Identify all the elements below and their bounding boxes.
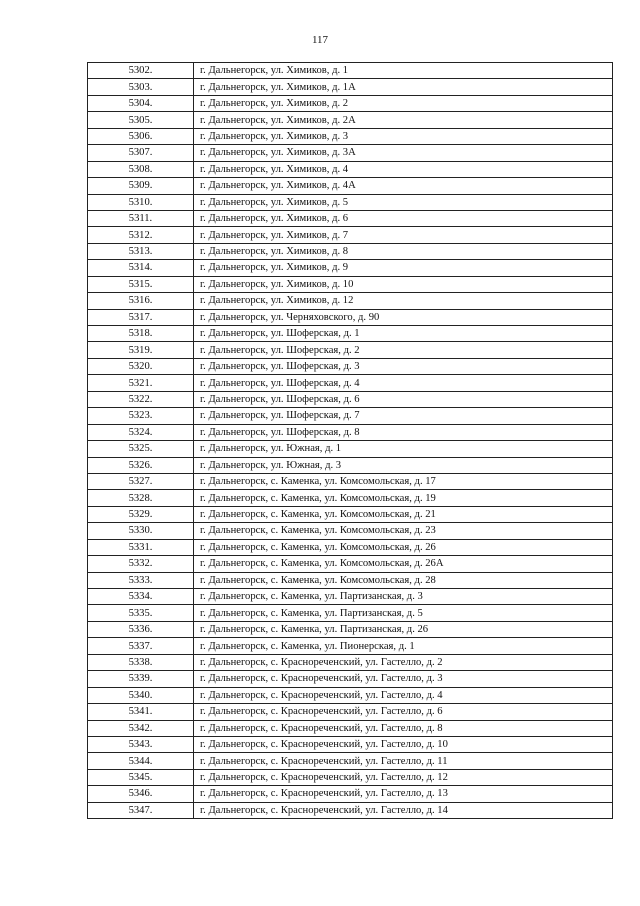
- address-cell: г. Дальнегорск, с. Краснореченский, ул. Гастелло, д. 12: [194, 769, 613, 785]
- table-row: [88, 276, 613, 292]
- address-cell: г. Дальнегорск, с. Каменка, ул. Комсомольская, д. 28: [194, 572, 613, 588]
- address-cell: г. Дальнегорск, с. Краснореченский, ул. Гастелло, д. 2: [194, 654, 613, 670]
- address-cell: г. Дальнегорск, ул. Химиков, д. 2: [194, 95, 613, 111]
- row-number-cell: 5324.: [88, 424, 194, 440]
- address-cell: г. Дальнегорск, с. Каменка, ул. Комсомольская, д. 17: [194, 473, 613, 489]
- table-row: [88, 227, 613, 243]
- row-number-cell: 5315.: [88, 276, 194, 292]
- table-row: [88, 572, 613, 588]
- row-number-cell: 5335.: [88, 605, 194, 621]
- table-row: [88, 358, 613, 374]
- table-row: [88, 309, 613, 325]
- address-cell: г. Дальнегорск, ул. Химиков, д. 4: [194, 161, 613, 177]
- row-number-cell: 5307.: [88, 145, 194, 161]
- table-row: [88, 523, 613, 539]
- row-number-cell: 5328.: [88, 490, 194, 506]
- row-number-cell: 5329.: [88, 506, 194, 522]
- row-number-cell: 5343.: [88, 736, 194, 752]
- address-cell: г. Дальнегорск, с. Краснореченский, ул. Гастелло, д. 8: [194, 720, 613, 736]
- table-row: [88, 95, 613, 111]
- table-row: [88, 145, 613, 161]
- address-cell: г. Дальнегорск, ул. Шоферская, д. 2: [194, 342, 613, 358]
- row-number-cell: 5316.: [88, 293, 194, 309]
- address-cell: г. Дальнегорск, с. Каменка, ул. Комсомольская, д. 21: [194, 506, 613, 522]
- row-number-cell: 5322.: [88, 391, 194, 407]
- table-row: [88, 671, 613, 687]
- row-number-cell: 5325.: [88, 441, 194, 457]
- table-row: [88, 112, 613, 128]
- address-cell: г. Дальнегорск, ул. Химиков, д. 6: [194, 210, 613, 226]
- row-number-cell: 5347.: [88, 802, 194, 818]
- address-cell: г. Дальнегорск, ул. Шоферская, д. 7: [194, 408, 613, 424]
- page-number: 117: [311, 34, 329, 46]
- address-cell: г. Дальнегорск, ул. Химиков, д. 3А: [194, 145, 613, 161]
- row-number-cell: 5346.: [88, 786, 194, 802]
- row-number-cell: 5311.: [88, 210, 194, 226]
- row-number-cell: 5323.: [88, 408, 194, 424]
- address-cell: г. Дальнегорск, ул. Химиков, д. 5: [194, 194, 613, 210]
- row-number-cell: 5302.: [88, 63, 194, 79]
- table-row: [88, 79, 613, 95]
- address-cell: г. Дальнегорск, ул. Шоферская, д. 4: [194, 375, 613, 391]
- table-row: [88, 161, 613, 177]
- table-row: [88, 736, 613, 752]
- row-number-cell: 5318.: [88, 326, 194, 342]
- address-cell: г. Дальнегорск, ул. Химиков, д. 8: [194, 243, 613, 259]
- address-cell: г. Дальнегорск, ул. Южная, д. 1: [194, 441, 613, 457]
- address-cell: г. Дальнегорск, ул. Шоферская, д. 3: [194, 358, 613, 374]
- table-row: [88, 556, 613, 572]
- table-row: [88, 720, 613, 736]
- row-number-cell: 5310.: [88, 194, 194, 210]
- address-cell: г. Дальнегорск, с. Краснореченский, ул. Гастелло, д. 4: [194, 687, 613, 703]
- row-number-cell: 5332.: [88, 556, 194, 572]
- address-cell: г. Дальнегорск, с. Краснореченский, ул. Гастелло, д. 3: [194, 671, 613, 687]
- address-cell: г. Дальнегорск, с. Краснореченский, ул. Гастелло, д. 11: [194, 753, 613, 769]
- table-row: [88, 473, 613, 489]
- table-row: [88, 589, 613, 605]
- table-row: [88, 654, 613, 670]
- table-row: [88, 210, 613, 226]
- address-cell: г. Дальнегорск, с. Краснореченский, ул. Гастелло, д. 13: [194, 786, 613, 802]
- row-number-cell: 5338.: [88, 654, 194, 670]
- address-cell: г. Дальнегорск, с. Краснореченский, ул. Гастелло, д. 14: [194, 802, 613, 818]
- address-cell: г. Дальнегорск, ул. Химиков, д. 9: [194, 260, 613, 276]
- row-number-cell: 5336.: [88, 621, 194, 637]
- address-cell: г. Дальнегорск, с. Каменка, ул. Комсомольская, д. 26А: [194, 556, 613, 572]
- table-row: [88, 424, 613, 440]
- address-cell: г. Дальнегорск, ул. Шоферская, д. 8: [194, 424, 613, 440]
- address-cell: г. Дальнегорск, ул. Шоферская, д. 6: [194, 391, 613, 407]
- address-cell: г. Дальнегорск, ул. Химиков, д. 3: [194, 128, 613, 144]
- table-row: [88, 342, 613, 358]
- address-cell: г. Дальнегорск, ул. Южная, д. 3: [194, 457, 613, 473]
- row-number-cell: 5317.: [88, 309, 194, 325]
- row-number-cell: 5339.: [88, 671, 194, 687]
- table-row: [88, 638, 613, 654]
- table-row: [88, 128, 613, 144]
- address-table: [87, 62, 613, 819]
- table-row: [88, 506, 613, 522]
- table-row: [88, 243, 613, 259]
- table-row: [88, 408, 613, 424]
- row-number-cell: 5319.: [88, 342, 194, 358]
- table-row: [88, 786, 613, 802]
- row-number-cell: 5320.: [88, 358, 194, 374]
- table-row: [88, 391, 613, 407]
- address-cell: г. Дальнегорск, ул. Шоферская, д. 1: [194, 326, 613, 342]
- table-row: [88, 293, 613, 309]
- table-row: [88, 490, 613, 506]
- row-number-cell: 5341.: [88, 704, 194, 720]
- address-cell: г. Дальнегорск, с. Каменка, ул. Комсомольская, д. 26: [194, 539, 613, 555]
- table-row: [88, 704, 613, 720]
- row-number-cell: 5327.: [88, 473, 194, 489]
- table-row: [88, 769, 613, 785]
- table-row: [88, 441, 613, 457]
- table-row: [88, 326, 613, 342]
- row-number-cell: 5305.: [88, 112, 194, 128]
- row-number-cell: 5308.: [88, 161, 194, 177]
- table-row: [88, 802, 613, 818]
- address-cell: г. Дальнегорск, ул. Химиков, д. 10: [194, 276, 613, 292]
- row-number-cell: 5309.: [88, 178, 194, 194]
- table-row: [88, 539, 613, 555]
- table-row: [88, 194, 613, 210]
- address-cell: г. Дальнегорск, с. Каменка, ул. Партизанская, д. 26: [194, 621, 613, 637]
- address-cell: г. Дальнегорск, с. Каменка, ул. Комсомольская, д. 23: [194, 523, 613, 539]
- address-cell: г. Дальнегорск, с. Краснореченский, ул. Гастелло, д. 6: [194, 704, 613, 720]
- address-cell: г. Дальнегорск, с. Каменка, ул. Партизанская, д. 3: [194, 589, 613, 605]
- address-table-body: [88, 63, 613, 819]
- row-number-cell: 5333.: [88, 572, 194, 588]
- row-number-cell: 5345.: [88, 769, 194, 785]
- row-number-cell: 5340.: [88, 687, 194, 703]
- row-number-cell: 5330.: [88, 523, 194, 539]
- row-number-cell: 5337.: [88, 638, 194, 654]
- row-number-cell: 5303.: [88, 79, 194, 95]
- row-number-cell: 5321.: [88, 375, 194, 391]
- address-cell: г. Дальнегорск, ул. Химиков, д. 7: [194, 227, 613, 243]
- address-cell: г. Дальнегорск, с. Каменка, ул. Пионерская, д. 1: [194, 638, 613, 654]
- table-row: [88, 63, 613, 79]
- address-cell: г. Дальнегорск, с. Краснореченский, ул. Гастелло, д. 10: [194, 736, 613, 752]
- address-cell: г. Дальнегорск, ул. Химиков, д. 12: [194, 293, 613, 309]
- table-row: [88, 375, 613, 391]
- row-number-cell: 5342.: [88, 720, 194, 736]
- address-cell: г. Дальнегорск, с. Каменка, ул. Комсомольская, д. 19: [194, 490, 613, 506]
- address-cell: г. Дальнегорск, ул. Химиков, д. 1А: [194, 79, 613, 95]
- address-cell: г. Дальнегорск, ул. Черняховского, д. 90: [194, 309, 613, 325]
- address-cell: г. Дальнегорск, ул. Химиков, д. 1: [194, 63, 613, 79]
- row-number-cell: 5312.: [88, 227, 194, 243]
- row-number-cell: 5344.: [88, 753, 194, 769]
- table-row: [88, 621, 613, 637]
- table-row: [88, 687, 613, 703]
- table-row: [88, 605, 613, 621]
- table-row: [88, 457, 613, 473]
- address-cell: г. Дальнегорск, с. Каменка, ул. Партизанская, д. 5: [194, 605, 613, 621]
- row-number-cell: 5314.: [88, 260, 194, 276]
- table-row: [88, 178, 613, 194]
- row-number-cell: 5304.: [88, 95, 194, 111]
- table-row: [88, 260, 613, 276]
- address-cell: г. Дальнегорск, ул. Химиков, д. 4А: [194, 178, 613, 194]
- row-number-cell: 5334.: [88, 589, 194, 605]
- row-number-cell: 5331.: [88, 539, 194, 555]
- table-row: [88, 753, 613, 769]
- row-number-cell: 5326.: [88, 457, 194, 473]
- address-cell: г. Дальнегорск, ул. Химиков, д. 2А: [194, 112, 613, 128]
- row-number-cell: 5306.: [88, 128, 194, 144]
- row-number-cell: 5313.: [88, 243, 194, 259]
